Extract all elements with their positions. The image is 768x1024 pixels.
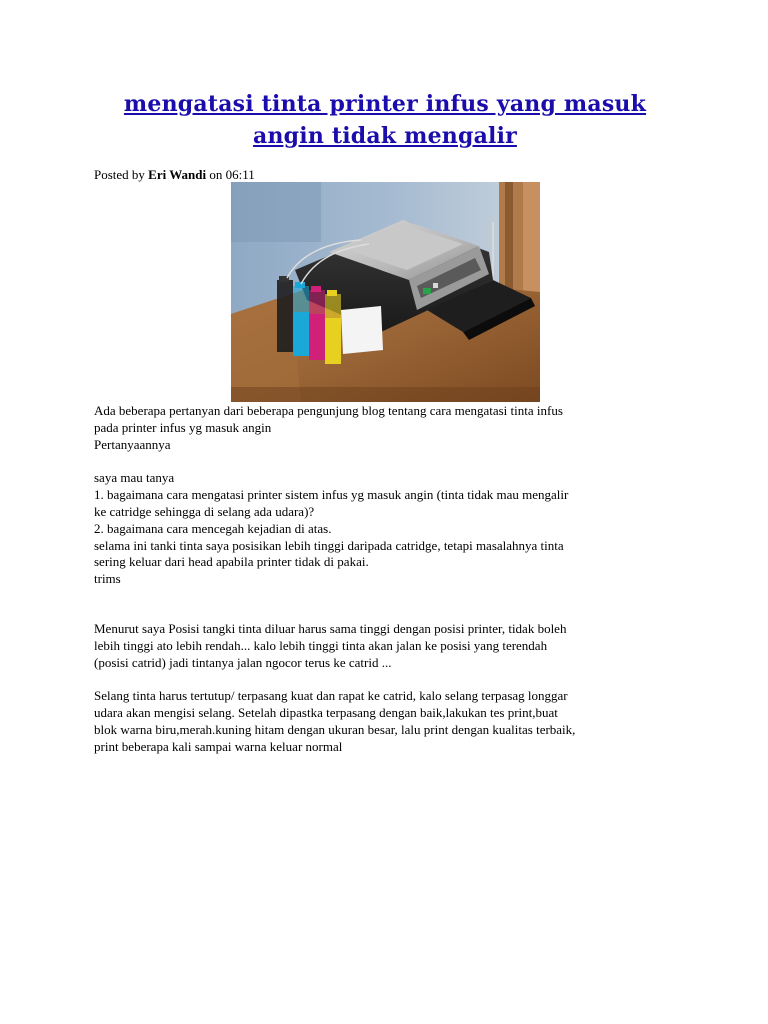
question-line: 2. bagaimana cara mencegah kejadian di atas. xyxy=(94,520,332,536)
question-line: 1. bagaimana cara mengatasi printer sistem infus yg masuk angin (tinta tidak mau mengalir xyxy=(94,487,569,503)
post-byline xyxy=(94,167,255,183)
intro-line: Pertanyaannya xyxy=(94,436,171,452)
question-line: sering keluar dari head apabila printer tidak di pakai. xyxy=(94,554,369,570)
answer-line: (posisi catrid) jadi tintanya jalan ngocor terus ke catrid ... xyxy=(94,654,392,670)
post-title xyxy=(100,88,670,152)
post-time: 06:11 xyxy=(225,167,255,182)
intro-line: pada printer infus yg masuk angin xyxy=(94,419,272,435)
answer-line: udara akan mengisi selang. Setelah dipastka terpasang dengan baik,lakukan tes print,buat xyxy=(94,705,558,721)
question-line: ke catridge sehingga di selang ada udara)? xyxy=(94,503,315,519)
intro-line: Ada beberapa pertanyan dari beberapa pengunjung blog tentang cara mengatasi tinta infus xyxy=(94,403,563,418)
question-line: saya mau tanya xyxy=(94,470,175,486)
byline-prefix: Posted by xyxy=(94,167,149,182)
question-line: selama ini tanki tinta saya posisikan lebih tinggi daripada catridge, tetapi masalahnya tinta xyxy=(94,537,564,553)
byline-on: on xyxy=(206,167,226,182)
article-body xyxy=(94,403,674,756)
answer-line: lebih tinggi ato lebih rendah... kalo lebih tinggi tinta akan jalan ke posisi yang terendah xyxy=(94,637,548,653)
post-title-link[interactable] xyxy=(124,91,646,149)
answer-line: Menurut saya Posisi tangki tinta diluar harus sama tinggi dengan posisi printer, tidak boleh xyxy=(94,620,567,636)
printer-photo xyxy=(231,182,540,402)
answer-line: print beberapa kali sampai warna keluar normal xyxy=(94,738,343,754)
question-line: trims xyxy=(94,571,121,587)
author-name: Eri Wandi xyxy=(148,167,207,182)
answer-line: blok warna biru,merah.kuning hitam dengan ukuran besar, lalu print dengan kualitas terbaik, xyxy=(94,721,576,737)
answer-line: Selang tinta harus tertutup/ terpasang kuat dan rapat ke catrid, kalo selang terpasag longgar xyxy=(94,688,568,704)
post-title-line-1: mengatasi tinta printer infus yang masuk xyxy=(123,91,647,117)
post-title-line-2: angin tidak mengalir xyxy=(253,123,517,149)
